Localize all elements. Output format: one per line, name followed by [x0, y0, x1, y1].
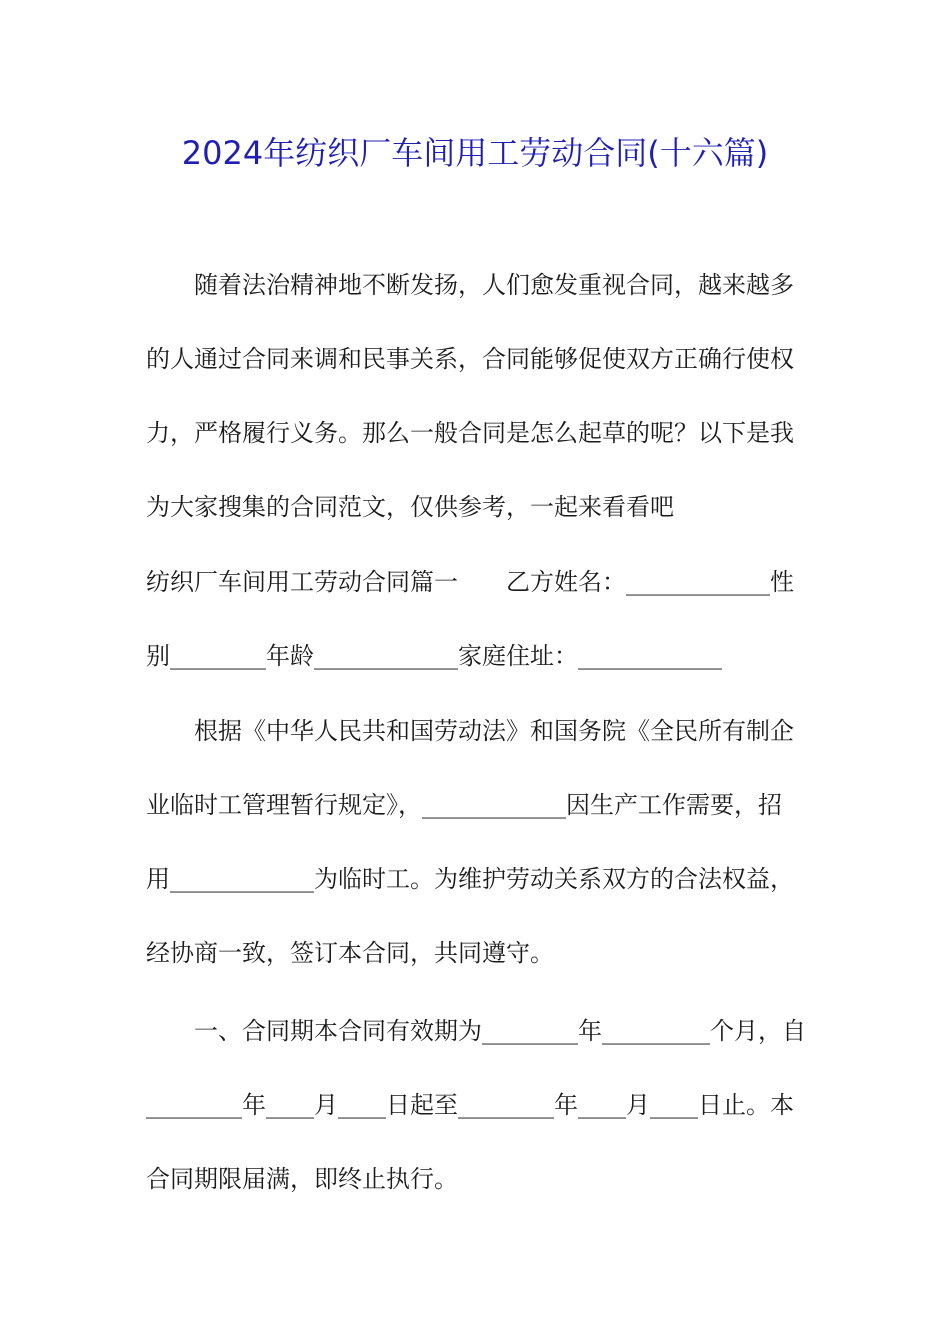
contract-term-paragraph [146, 994, 806, 1216]
intro-line-3: 力，严格履行义务。那么一般合同是怎么起草的呢？以下是我 [146, 419, 794, 447]
intro-line-1: 随着法治精神地不断发扬，人们愈发重视合同，越来越多 [194, 271, 794, 299]
term-line-2: ________年____月____日起至________年____月____日止。本 [146, 1091, 794, 1119]
basis-line-1: 根据《中华人民共和国劳动法》和国务院《全民所有制企 [194, 717, 794, 745]
document-title: 2024年纺织厂车间用工劳动合同(十六篇) [181, 134, 769, 172]
intro-line-4: 为大家搜集的合同范文，仅供参考，一起来看看吧 [146, 493, 674, 521]
basis-line-3: 用____________为临时工。为维护劳动关系双方的合法权益， [146, 865, 794, 893]
party-line-1: 纺织厂车间用工劳动合同篇一 乙方姓名：____________性 [146, 568, 794, 596]
term-line-3: 合同期限届满，即终止执行。 [146, 1165, 458, 1193]
term-line-1: 一、合同期本合同有效期为________年_________个月，自 [194, 1017, 806, 1045]
intro-line-2: 的人通过合同来调和民事关系，合同能够促使双方正确行使权 [146, 345, 794, 373]
basis-line-4: 经协商一致，签订本合同，共同遵守。 [146, 939, 554, 967]
intro-paragraph [146, 248, 806, 544]
legal-basis-paragraph [146, 694, 806, 990]
party-line-2: 别________年龄____________家庭住址：____________ [146, 642, 722, 670]
party-info-paragraph [146, 545, 806, 693]
basis-line-2: 业临时工管理暂行规定》，____________因生产工作需要，招 [146, 791, 782, 819]
